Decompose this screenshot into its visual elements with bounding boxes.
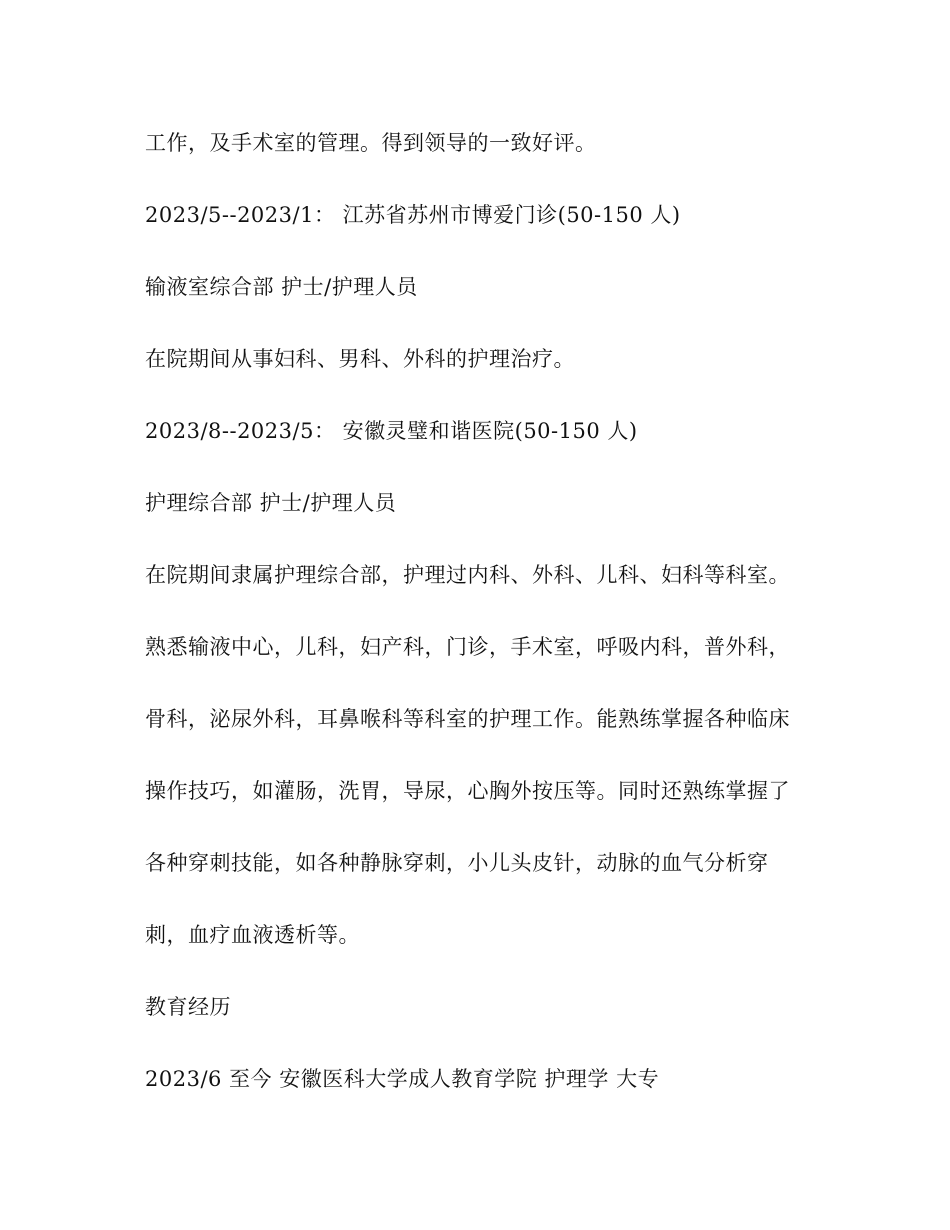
text-line-previous-job-summary: 工作，及手术室的管理。得到领导的一致好评。	[145, 131, 597, 155]
text-line-job-period-suzhou: 2023/5--2023/1： 江苏省苏州市博爱门诊(50-150 人)	[145, 203, 681, 227]
text-line-job-period-anhui: 2023/8--2023/5： 安徽灵璧和谐医院(50-150 人)	[145, 419, 638, 443]
text-line-job-description-anhui-6: 刺，血疗血液透析等。	[145, 923, 360, 947]
text-line-job-position-infusion: 输液室综合部 护士/护理人员	[145, 275, 418, 299]
text-line-job-position-nursing: 护理综合部 护士/护理人员	[145, 491, 397, 515]
text-line-job-description-anhui-3: 骨科，泌尿外科，耳鼻喉科等科室的护理工作。能熟练掌握各种临床	[145, 707, 790, 731]
text-line-job-description-anhui-2: 熟悉输液中心，儿科，妇产科，门诊，手术室，呼吸内科，普外科，	[145, 635, 790, 659]
text-line-job-description-anhui-1: 在院期间隶属护理综合部，护理过内科、外科、儿科、妇科等科室。	[145, 563, 790, 587]
section-heading-education: 教育经历	[145, 995, 231, 1019]
text-line-job-description-anhui-4: 操作技巧，如灌肠，洗胃，导尿，心胸外按压等。同时还熟练掌握了	[145, 779, 790, 803]
text-line-job-description-anhui-5: 各种穿刺技能，如各种静脉穿刺，小儿头皮针，动脉的血气分析穿	[145, 851, 769, 875]
text-line-education-entry: 2023/6 至今 安徽医科大学成人教育学院 护理学 大专	[145, 1067, 660, 1091]
text-line-job-description-suzhou: 在院期间从事妇科、男科、外科的护理治疗。	[145, 347, 575, 371]
